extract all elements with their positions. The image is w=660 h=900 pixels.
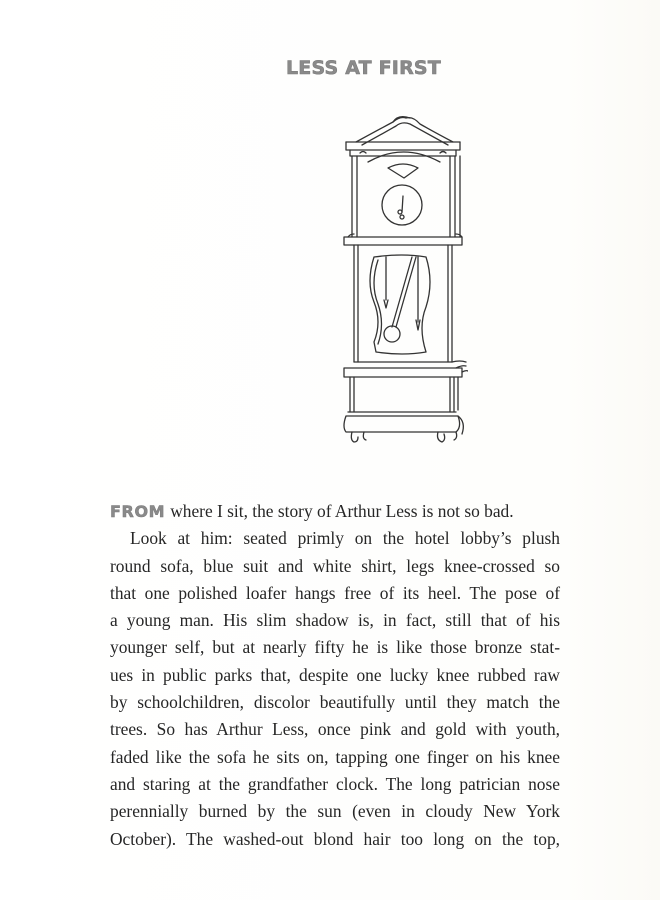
text-line: ues in public parks that, despite one lucky knee rubbed raw (110, 664, 560, 685)
chapter-title: LESS AT FIRST (286, 57, 441, 79)
lead-word: FROM (110, 502, 166, 521)
opening-line-text: where I sit, the story of Arthur Less is not so bad. (170, 501, 514, 521)
text-line: and staring at the grandfather clock. The long patrician nose (110, 773, 560, 794)
opening-line (110, 498, 560, 525)
text-line: Look at him: seated primly on the hotel lobby’s plush (130, 528, 560, 549)
text-line: a young man. His slim shadow is, in fact, still that of his (110, 610, 560, 631)
text-line: by schoolchildren, discolor beautifully until they match the (110, 692, 560, 713)
paragraph-2 (110, 525, 560, 853)
text-line: that one polished loafer hangs free of its heel. The pose of (110, 582, 560, 603)
text-line: perennially burned by the sun (even in cloudy New York (110, 801, 560, 822)
grandfather-clock-icon (338, 112, 468, 447)
text-line: faded like the sofa he sits on, tapping one finger on his knee (110, 746, 560, 767)
text-line: round sofa, blue suit and white shirt, legs knee-crossed so (110, 555, 560, 576)
text-line: younger self, but at nearly fifty he is like those bronze stat- (110, 637, 560, 658)
chapter-body-text (110, 498, 560, 853)
text-line: trees. So has Arthur Less, once pink and gold with youth, (110, 719, 560, 740)
text-line: October). The washed-out blond hair too long on the top, (110, 828, 560, 849)
